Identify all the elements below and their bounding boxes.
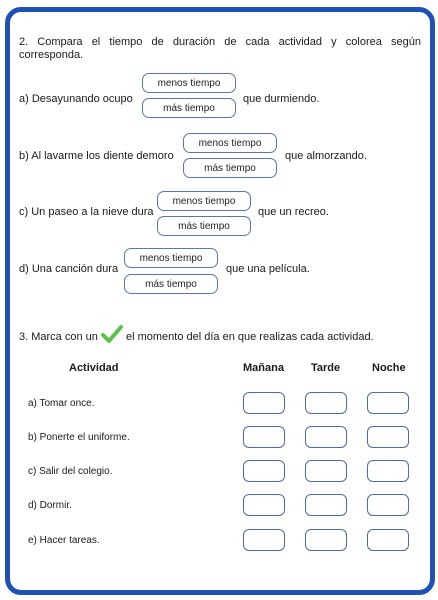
row-label-a: a) Tomar once. xyxy=(28,398,95,409)
header-noche: Noche xyxy=(372,362,406,374)
item-b-option-more[interactable]: más tiempo xyxy=(183,158,277,178)
checkbox-c-noche[interactable] xyxy=(367,460,409,482)
checkbox-a-manana[interactable] xyxy=(243,392,285,414)
row-label-d: d) Dormir. xyxy=(28,500,72,511)
item-c-option-less[interactable]: menos tiempo xyxy=(157,191,251,211)
checkbox-c-manana[interactable] xyxy=(243,460,285,482)
checkbox-c-tarde[interactable] xyxy=(305,460,347,482)
item-a-option-less[interactable]: menos tiempo xyxy=(142,73,236,93)
item-b-option-less[interactable]: menos tiempo xyxy=(183,133,277,153)
row-label-c: c) Salir del colegio. xyxy=(28,466,113,477)
checkbox-b-manana[interactable] xyxy=(243,426,285,448)
checkbox-e-manana[interactable] xyxy=(243,529,285,551)
header-actividad: Actividad xyxy=(69,362,119,374)
item-a-option-more[interactable]: más tiempo xyxy=(142,98,236,118)
item-b-before: b) Al lavarme los diente demoro xyxy=(19,150,174,162)
checkbox-a-tarde[interactable] xyxy=(305,392,347,414)
item-a-before: a) Desayunando ocupo xyxy=(19,93,133,105)
item-a-after: que durmiendo. xyxy=(243,93,320,105)
checkbox-d-noche[interactable] xyxy=(367,494,409,516)
question-3-prompt-end: el momento del día en que realizas cada actividad. xyxy=(126,331,374,343)
checkmark-icon xyxy=(101,324,123,344)
item-c-after: que un recreo. xyxy=(258,206,329,218)
checkbox-b-noche[interactable] xyxy=(367,426,409,448)
header-manana: Mañana xyxy=(243,362,284,374)
checkbox-e-noche[interactable] xyxy=(367,529,409,551)
item-d-before: d) Una canción dura xyxy=(19,263,119,275)
question-2-prompt: 2. Compara el tiempo de duración de cada actividad y colorea según corresponda. xyxy=(19,36,421,61)
checkbox-e-tarde[interactable] xyxy=(305,529,347,551)
item-d-after: que una película. xyxy=(226,263,310,275)
checkbox-d-tarde[interactable] xyxy=(305,494,347,516)
row-label-b: b) Ponerte el uniforme. xyxy=(28,432,130,443)
checkbox-d-manana[interactable] xyxy=(243,494,285,516)
question-3-prompt-start: 3. Marca con un xyxy=(19,331,98,343)
row-label-e: e) Hacer tareas. xyxy=(28,535,100,546)
item-c-before: c) Un paseo a la nieve dura xyxy=(19,206,154,218)
checkbox-a-noche[interactable] xyxy=(367,392,409,414)
item-c-option-more[interactable]: más tiempo xyxy=(157,216,251,236)
checkbox-b-tarde[interactable] xyxy=(305,426,347,448)
item-b-after: que almorzando. xyxy=(285,150,367,162)
header-tarde: Tarde xyxy=(311,362,341,374)
item-d-option-more[interactable]: más tiempo xyxy=(124,274,218,294)
item-d-option-less[interactable]: menos tiempo xyxy=(124,248,218,268)
